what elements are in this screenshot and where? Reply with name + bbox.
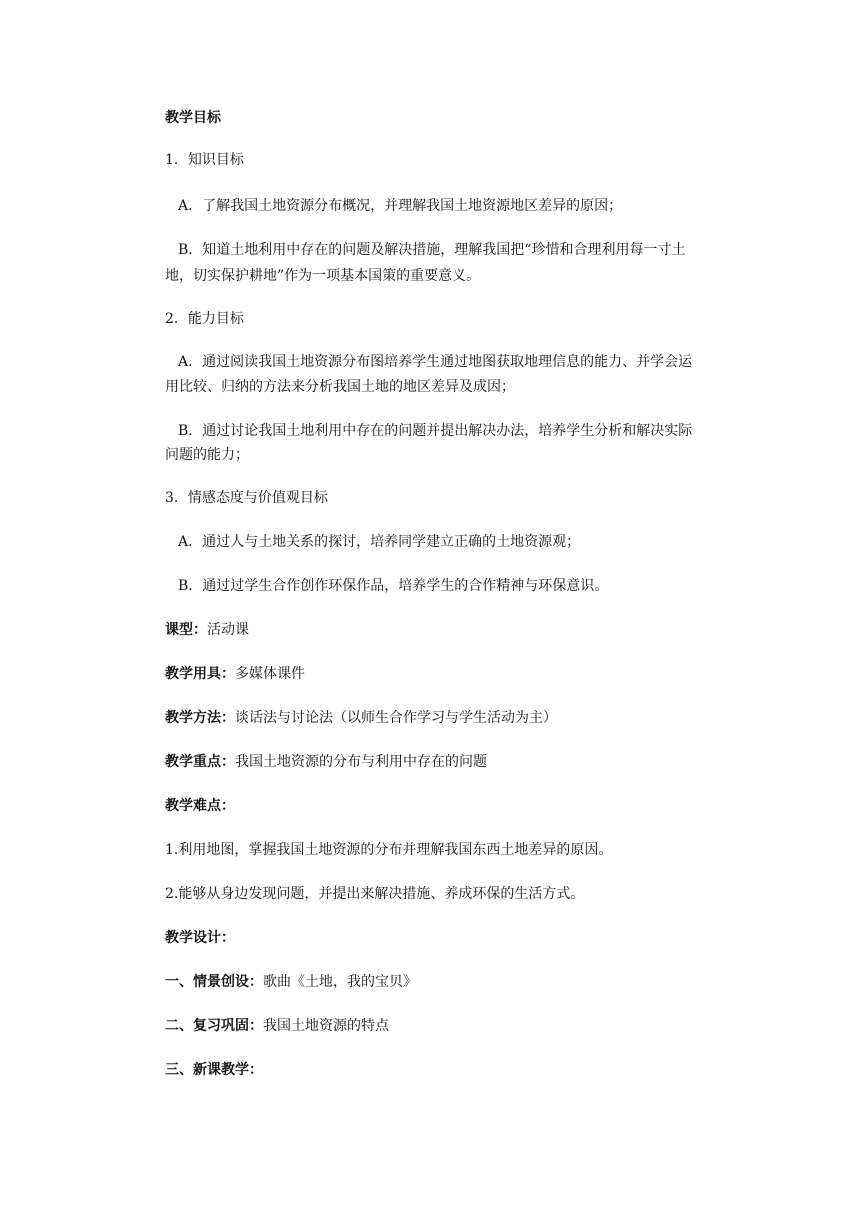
heading-teaching-objectives: 教学目标 [165, 110, 221, 126]
step-3-row [165, 1060, 745, 1080]
knowledge-objectives-title: 1．知识目标 [165, 152, 244, 168]
key-points-value: 我国土地资源的分布与利用中存在的问题 [235, 754, 487, 770]
step-1-label: 一、情景创设： [165, 974, 263, 990]
teaching-design-label: 教学设计： [165, 930, 235, 946]
course-type-value: 活动课 [207, 622, 249, 638]
emotion-objectives-title: 3．情感态度与价值观目标 [165, 490, 328, 506]
teaching-method-value: 谈话法与讨论法（以师生合作学习与学生活动为主） [235, 710, 557, 726]
step-1-value: 歌曲《土地，我的宝贝》 [263, 974, 417, 990]
ability-objective-b-line2: 问题的能力； [165, 447, 249, 463]
emotion-objective-a: A．通过人与土地关系的探讨，培养同学建立正确的土地资源观； [178, 534, 581, 550]
difficulty-label: 教学难点： [165, 798, 235, 814]
difficulty-item-2: 2.能够从身边发现问题，并提出来解决措施、养成环保的生活方式。 [165, 886, 585, 902]
ability-objective-a-line1: A．通过阅读我国土地资源分布图培养学生通过地图获取地理信息的能力、并学会运 [178, 354, 693, 370]
teaching-method-label: 教学方法： [165, 710, 235, 726]
ability-objective-b-line1: B．通过讨论我国土地利用中存在的问题并提出解决办法，培养学生分析和解决实际 [178, 423, 693, 439]
knowledge-objective-b-line2: 地，切实保护耕地”作为一项基本国策的重要意义。 [165, 268, 481, 284]
step-3-label: 三、新课教学： [165, 1062, 263, 1078]
teaching-tools-row [165, 664, 745, 684]
emotion-objective-b: B．通过过学生合作创作环保作品，培养学生的合作精神与环保意识。 [178, 578, 609, 594]
teaching-method-row [165, 708, 745, 728]
step-1-row [165, 972, 745, 992]
difficulty-row [165, 796, 745, 816]
teaching-tools-label: 教学用具： [165, 666, 235, 682]
knowledge-objective-b-line1: B．知道土地利用中存在的问题及解决措施，理解我国把“珍惜和合理利用每一寸土 [178, 242, 686, 258]
teaching-design-row [165, 928, 745, 948]
step-2-row [165, 1016, 745, 1036]
key-points-label: 教学重点： [165, 754, 235, 770]
ability-objectives-title: 2．能力目标 [165, 311, 244, 327]
teaching-tools-value: 多媒体课件 [235, 666, 305, 682]
ability-objective-a-line2: 用比较、归纳的方法来分析我国土地的地区差异及成因； [165, 379, 515, 395]
key-points-row [165, 752, 745, 772]
step-2-label: 二、复习巩固： [165, 1018, 263, 1034]
step-2-value: 我国土地资源的特点 [263, 1018, 389, 1034]
course-type-row [165, 620, 745, 640]
knowledge-objective-a: A．了解我国土地资源分布概况，并理解我国土地资源地区差异的原因； [178, 198, 623, 214]
difficulty-item-1: 1.利用地图，掌握我国土地资源的分布并理解我国东西土地差异的原因。 [165, 842, 613, 858]
course-type-label: 课型： [165, 622, 207, 638]
